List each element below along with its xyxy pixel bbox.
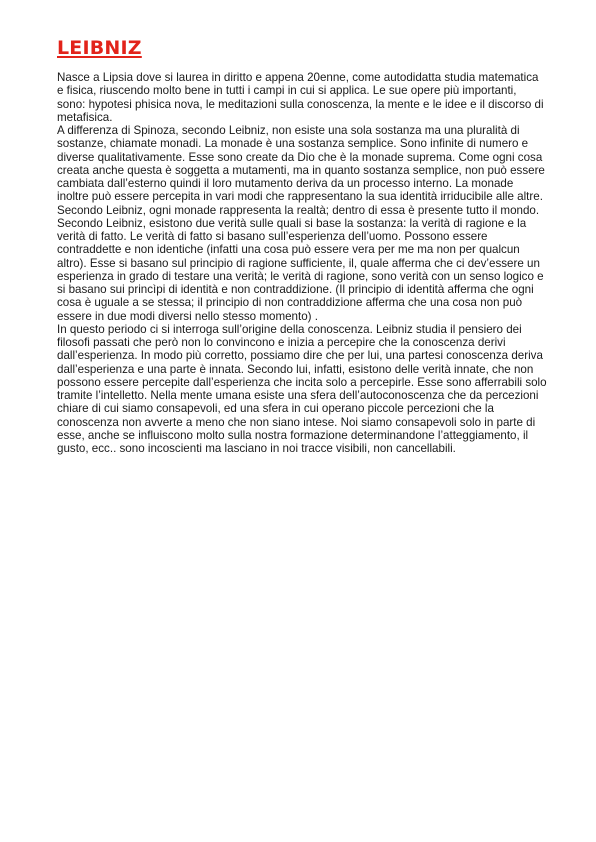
paragraph-biography: Nasce a Lipsia dove si laurea in diritto e appena 20enne, come autodidatta studia matematica e fisica, riuscendo molto bene in tutti i campi in cui si applica. Le sue opere più importanti, sono: hypotesi phisica nova, le meditazioni sulla conoscenza, la mente e le idee e il discorso di metafisica.: [57, 71, 544, 124]
paragraph-conoscenza: In questo periodo ci si interroga sull’origine della conoscenza. Leibniz studia il pensiero dei filosofi passati che però non lo convincono e inizia a percepire che la conoscenza derivi dall’esperienza. In modo più corretto, possiamo dire che per lui, una partesi conoscenza deriva dall’esperienza e una parte è innata. Secondo lui, infatti, esistono delle verità innate, che non possono essere percepite dall’esperienza che incita solo a percepirle. Esse sono afferrabili solo tramite l’intelletto. Nella mente umana esiste una sfera dell’autoconoscenza che da percezioni chiare di cui siamo consapevoli, ed una sfera in cui operano piccole percezioni che la conoscenza non avverte a meno che non siano intese. Noi siamo consapevoli solo in parte di esse, anche se influiscono molto sulla nostra formazione determinandone l’atteggiamento, il gusto, ecc.. sono incoscienti ma lasciano in noi tracce visibili, non cancellabili.: [57, 322, 547, 455]
document-body: [57, 71, 547, 455]
page-title: LEIBNIZ: [57, 37, 142, 59]
paragraph-verita: Secondo Leibniz, esistono due verità sulle quali si base la sostanza: la verità di ragione e la verità di fatto. Le verità di fatto si basano sull’esperienza dell’uomo. Possono essere contraddette e non identiche (infatti una cosa può essere vera per me ma non per qualcun altro). Esse si basano sul principio di ragione sufficiente, il, quale afferma che ci dev’essere un esperienza in grado di testare una verità; le verità di ragione, sono verità con un senso logico e si basano sui princìpi di identità e non contraddizione. (Il principio di identità afferma che ogni cosa è uguale a se stessa; il principio di non contraddizione afferma che una cosa non può essere in due modi diversi nello stesso momento) .: [57, 216, 544, 323]
paragraph-monadi: A differenza di Spinoza, secondo Leibniz, non esiste una sola sostanza ma una pluralità di sostanze, chiamate monadi. La monade è una sostanza semplice. Sono infinite di numero e diverse qualitativamente. Esse sono create da Dio che è la monade suprema. Come ogni cosa creata anche questa è soggetta a mutamenti, ma in quanto sostanza semplice, non può essere cambiata dall’esterno quindi il loro mutamento deriva da un processo interno. La monade inoltre può essere percepita in vari modi che rappresentano la sua identità irriducibile alle altre. Secondo Leibniz, ogni monade rappresenta la realtà; dentro di essa è presente tutto il mondo.: [57, 124, 545, 217]
